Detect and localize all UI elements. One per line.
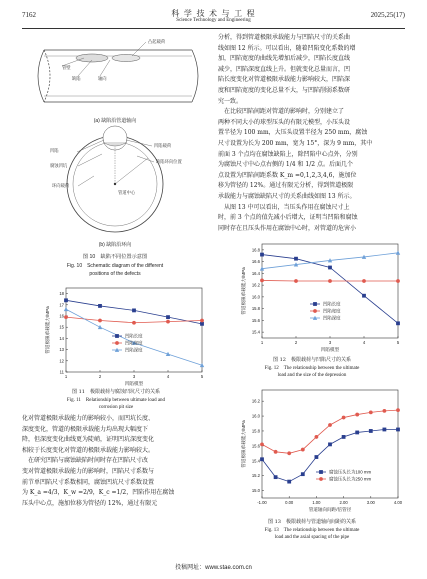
- left-paragraph-line: 变对管道极限承载能力的影响时，凹陷尺寸系数与: [22, 467, 155, 475]
- x-tick-label: 3: [132, 374, 136, 379]
- plot-frame: [262, 244, 398, 338]
- y-tick-label: 15.0: [251, 488, 260, 494]
- data-point: [396, 428, 400, 432]
- data-point: [362, 294, 366, 298]
- x-axis-label: 凹陷模型: [124, 381, 144, 386]
- x-tick-label: 1: [260, 340, 264, 345]
- fig12-caption-cn: 图 12 极限载荷与凹陷尺寸的关系: [273, 357, 351, 363]
- legend-label: 凹陷长度: [125, 333, 143, 339]
- right-paragraph-line: 分析，得到管道极限承载能力与凹陷尺寸的关系曲: [218, 34, 351, 41]
- right-paragraph-line: 时，前 3 个点的值先减小后增大，证明当凹陷和腐蚀: [218, 214, 358, 222]
- y-axis-label: 管道极限承载能力/MPa: [241, 420, 246, 468]
- data-point: [294, 279, 298, 283]
- data-point: [132, 321, 136, 325]
- right-paragraph-line: 两种不同大小的球型压头的有限元模型，小压头设: [218, 118, 351, 126]
- legend-marker: [319, 477, 323, 481]
- x-tick-label: 1.00: [312, 500, 321, 505]
- x-axis-label: 凹陷模型: [320, 347, 340, 352]
- fig11-caption-en-1: Fig. 11 Relationship between ultimate load and: [66, 398, 166, 403]
- fig10-label-center: 管道中心: [118, 190, 136, 195]
- left-paragraph-line: 为 K_a =4/3，K_w =2/9，K_c =1/2，凹陷作用在腐蚀: [22, 489, 175, 497]
- plot-frame: [66, 288, 202, 372]
- fig10a-subcaption: (a) 缺陷沿管道轴向: [93, 118, 137, 124]
- right-paragraph-line: 加，凹陷宽度的曲线先增加后减少，凹陷长度直线: [218, 55, 351, 63]
- y-tick-label: 18: [59, 291, 64, 297]
- right-paragraph-line: 移为管径的 12%。通过有限元分析，得到管道极限: [218, 182, 354, 190]
- legend-label: 凹陷宽度: [125, 340, 143, 346]
- legend-marker: [115, 334, 119, 338]
- x-tick-label: -1.00: [257, 500, 267, 505]
- data-point: [369, 410, 373, 414]
- left-paragraph-line: 化对管道极限承载能力的影响较小，而凹坑长度、: [22, 415, 155, 422]
- fig10-label-pit: 腐蚀凹坑: [50, 163, 68, 168]
- figure-10: [22, 36, 208, 282]
- x-tick-label: 5: [396, 340, 400, 345]
- right-paragraph-line: 在比较凹陷间距对管道的影响时，分别建立了: [218, 108, 345, 116]
- figure-11-chart: [22, 282, 210, 390]
- right-paragraph-line: 究一致。: [218, 97, 243, 105]
- data-point: [396, 279, 400, 283]
- right-paragraph-line: 置半径为 100 mm，大压头设置半径为 250 mm，腐蚀: [218, 129, 368, 137]
- data-point: [166, 315, 170, 319]
- x-tick-label: 2: [294, 340, 298, 345]
- data-point: [315, 455, 319, 459]
- x-tick-label: 2: [98, 374, 102, 379]
- data-point: [301, 472, 305, 476]
- y-tick-label: 16.0: [251, 294, 260, 300]
- y-tick-label: 11: [59, 369, 64, 375]
- fig10-label-indent-load: 凹陷载荷: [154, 143, 172, 148]
- x-tick-label: 0.00: [285, 500, 294, 505]
- journal-title-cn: 科 学 技 术 与 工 程: [171, 9, 256, 18]
- data-point: [98, 325, 102, 329]
- fig10-label-hoop: 缺陷环向位置: [156, 159, 182, 164]
- issue-info: 2025,25(17): [370, 11, 405, 19]
- data-point: [301, 448, 305, 452]
- x-tick-label: 2.00: [339, 500, 348, 505]
- data-point: [369, 429, 373, 433]
- fig13-caption-en-2: load and the axial spacing of the pipe: [274, 535, 350, 540]
- left-paragraph-line: 深度变化，管道的极限承载能力均出现大幅度下: [22, 425, 149, 433]
- data-point: [98, 319, 102, 323]
- y-tick-label: 15.4: [251, 458, 260, 464]
- data-point: [396, 321, 400, 325]
- y-tick-label: 17: [59, 302, 64, 308]
- y-tick-label: 16.6: [251, 259, 260, 265]
- data-point: [274, 475, 278, 479]
- data-point: [287, 451, 291, 455]
- data-point: [287, 480, 291, 484]
- data-point: [355, 413, 359, 417]
- y-tick-label: 15: [59, 324, 64, 330]
- y-tick-label: 15.2: [251, 473, 260, 479]
- right-paragraph-line: 减少，凹陷深度直线上升。但就变化总量而言，凹: [218, 65, 351, 73]
- fig12-caption-en-1: Fig. 12 The relationship between the ultimate: [264, 366, 360, 371]
- fig11-caption-cn: 图 11 极限载荷与腐蚀凹坑尺寸的关系: [72, 389, 160, 395]
- legend-label: 腐蚀压头长为250 mm: [329, 476, 372, 482]
- fig11-caption-en-2: corrosion pit size: [98, 405, 134, 410]
- right-paragraph-line: 承载能力与腐蚀缺陷尺寸的关系曲线如图 13 所示。: [218, 192, 356, 200]
- data-point: [396, 408, 400, 412]
- x-tick-label: 5: [200, 374, 204, 379]
- figure-12-chart: [218, 238, 406, 356]
- data-point: [328, 266, 332, 270]
- y-tick-label: 15.4: [251, 329, 260, 335]
- legend-label: 凹陷深度: [323, 315, 341, 321]
- right-paragraph-line: 线如图 12 所示。可以看出，随着凹陷变化系数的增: [218, 44, 356, 52]
- legend-marker: [115, 341, 119, 345]
- right-paragraph-line: 度和凹陷宽度的变化总量不大，与凹陷削弱系数研: [218, 86, 351, 94]
- data-point: [328, 442, 332, 446]
- right-paragraph-line: 尺寸设置为长为 200 mm，宽为 15°，深为 9 mm，其中: [218, 139, 373, 147]
- fig10-label-depression: 凹陷: [50, 148, 59, 153]
- x-axis-label: 管道轴向间距/倍管径: [308, 507, 352, 512]
- x-tick-label: 4: [166, 374, 170, 379]
- series-line: [262, 410, 398, 453]
- legend-label: 凹陷长度: [323, 301, 341, 307]
- fig10b-subcaption: (b) 缺陷沿环向: [98, 242, 132, 248]
- data-point: [328, 423, 332, 427]
- data-point: [355, 431, 359, 435]
- data-point: [260, 279, 264, 283]
- y-tick-label: 16.2: [251, 282, 260, 288]
- figure-13-chart: [218, 384, 406, 518]
- fig13-caption-en-1: Fig. 13 The relationship between the ultimate: [264, 528, 360, 533]
- y-axis-label: 管道极限承载能力/MPa: [45, 306, 50, 354]
- y-tick-label: 14: [59, 335, 64, 341]
- right-paragraph-line: 陷长度变化对管道极限承载能力影响较大，凹陷深: [218, 76, 351, 84]
- fig10-label-note: 凸起载荷: [148, 39, 166, 44]
- data-point: [200, 319, 204, 323]
- left-paragraph-line: 相较于长度变化对管道的极限承载能力影响较大。: [22, 446, 155, 454]
- y-tick-label: 16.2: [251, 398, 260, 404]
- left-paragraph-line: 前节单凹陷尺寸系数相同，腐蚀凹坑尺寸系数设置: [22, 478, 155, 486]
- data-point: [342, 435, 346, 439]
- fig10-caption-cn: 图 10 缺陷不同位置示意图: [82, 254, 148, 260]
- y-tick-label: 12: [59, 358, 64, 364]
- data-point: [64, 298, 68, 302]
- left-paragraph-line: 降，但深度变化曲线更为陡峭，证明凹坑深度变化: [22, 436, 155, 444]
- y-tick-label: 16.0: [251, 413, 260, 419]
- data-point: [362, 279, 366, 283]
- x-tick-label: 4: [362, 340, 366, 345]
- left-column-text: [22, 414, 212, 509]
- data-point: [64, 307, 68, 311]
- y-tick-label: 16.4: [251, 270, 260, 276]
- right-column-text: [218, 33, 406, 234]
- right-paragraph-line: 前面 3 个点均在腐蚀缺陷上，除凹陷中心点外，分别: [218, 150, 358, 158]
- data-point: [328, 279, 332, 283]
- x-tick-label: 4.00: [393, 500, 403, 505]
- data-point: [64, 315, 68, 319]
- page-number: 7162: [22, 11, 36, 19]
- data-point: [260, 457, 264, 461]
- footer-submission-url: 投稿网址：www.stae.com.cn: [175, 565, 252, 571]
- data-point: [315, 435, 319, 439]
- fig13-caption-cn: 图 13 极限载荷与管道轴向间距的关系: [268, 519, 356, 525]
- y-tick-label: 16: [59, 313, 64, 319]
- fig10-label-axial: 轴向: [98, 76, 107, 81]
- left-paragraph-line: 压头中心点，施加位移为管径的 12%，通过有限元: [22, 499, 158, 507]
- journal-title-en: Science Technology and Engineering: [176, 18, 251, 23]
- x-tick-label: 1: [64, 374, 68, 379]
- data-point: [342, 416, 346, 420]
- y-tick-label: 15.8: [251, 428, 260, 434]
- fig12-caption-en-2: load and the size of the depression: [277, 373, 347, 378]
- header-rule: [22, 28, 405, 29]
- legend-label: 腐蚀压头长为100 mm: [329, 469, 372, 475]
- right-paragraph-line: 点设置为凹陷间距系数 K_m =0,1,2,3,4,6，施加位: [218, 171, 357, 179]
- data-point: [166, 320, 170, 324]
- x-tick-label: 3.00: [366, 500, 375, 505]
- right-paragraph-line: 从图 13 中可以看出，当压头作用在腐蚀尺寸上: [218, 203, 350, 211]
- fig10-label-defect: 缺陷: [72, 76, 81, 81]
- right-paragraph-line: 为腐蚀尺寸中心点右侧的 1/4 和 1/2 点。后面几个: [218, 161, 353, 169]
- data-point: [383, 409, 387, 413]
- y-tick-label: 15.6: [251, 317, 260, 323]
- data-point: [132, 309, 136, 313]
- legend-label: 凹陷宽度: [323, 308, 341, 314]
- fig10-label-ring-load: 环向载荷: [52, 183, 70, 188]
- legend-label: 凹陷深度: [125, 347, 143, 353]
- data-point: [260, 253, 264, 257]
- y-axis-label: 管道极限承载能力/MPa: [241, 267, 246, 315]
- fig10-caption-en-2: positions of the defects: [89, 271, 141, 277]
- y-tick-label: 16.8: [251, 247, 260, 253]
- fig10b-cross-section: [67, 126, 163, 232]
- data-point: [383, 428, 387, 432]
- legend-marker: [319, 470, 323, 474]
- y-tick-label: 15.6: [251, 443, 260, 449]
- y-tick-label: 15.8: [251, 306, 260, 312]
- data-point: [294, 257, 298, 261]
- y-tick-label: 13: [59, 347, 64, 353]
- fig10a-pipe-diagram: [38, 42, 198, 102]
- data-point: [200, 322, 204, 326]
- data-point: [260, 442, 264, 446]
- right-paragraph-line: 同时存在且压头作用在腐蚀中心时，对管道的危害小: [218, 224, 357, 232]
- data-point: [98, 304, 102, 308]
- fig10-label-pipe-wall: 管壁: [62, 65, 71, 70]
- x-tick-label: 3: [328, 340, 332, 345]
- data-point: [274, 450, 278, 454]
- legend-marker: [313, 309, 317, 313]
- left-paragraph-line: 在研究凹陷与腐蚀缺陷时间时存在凹陷尺寸改: [22, 457, 149, 465]
- fig10-caption-en-1: Fig. 10 Schematic diagram of the different: [66, 263, 164, 269]
- legend-marker: [313, 302, 317, 306]
